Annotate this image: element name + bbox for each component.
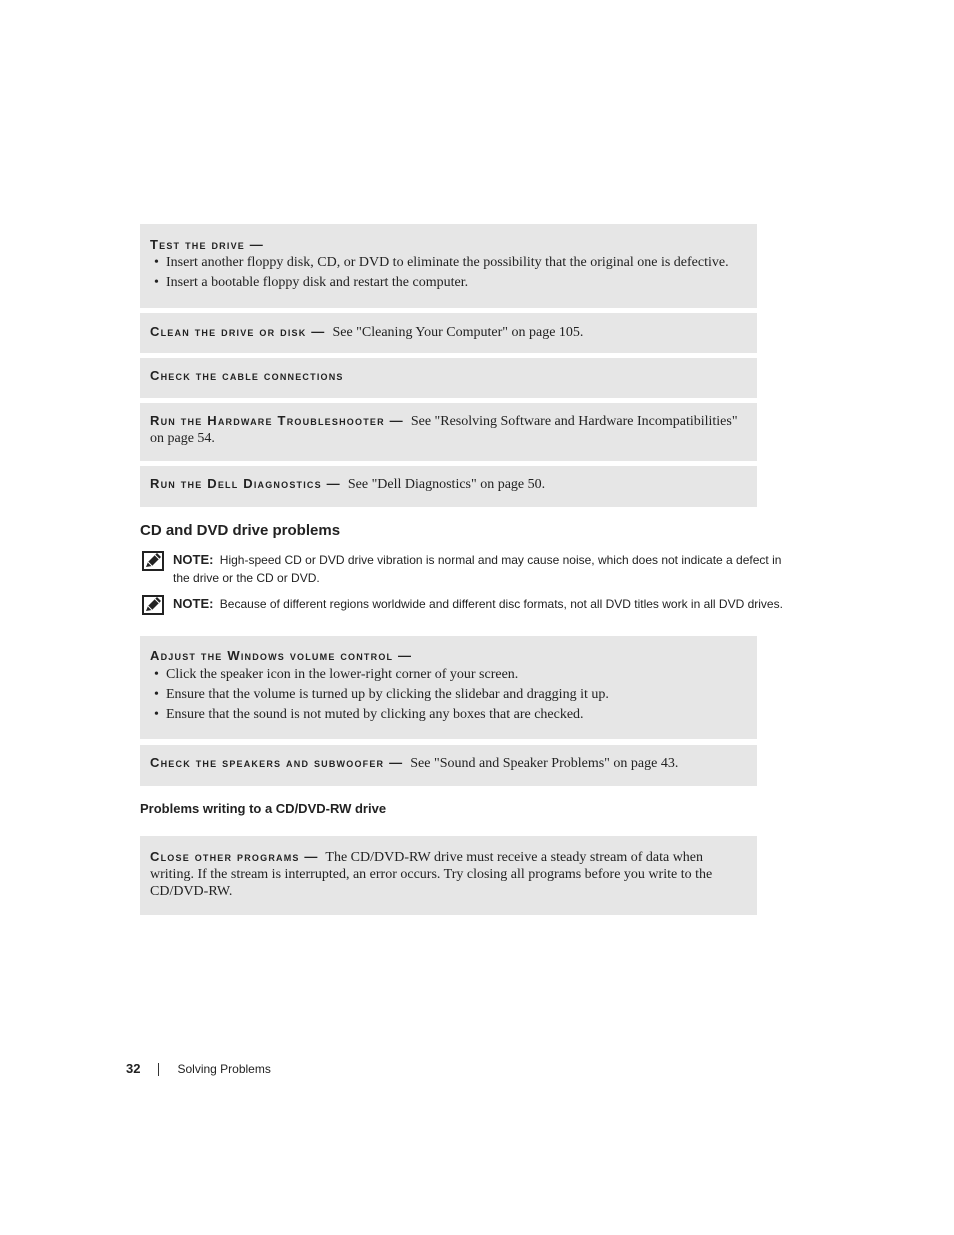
panel-heading: Run the Hardware Troubleshooter — <box>150 413 404 428</box>
note-text: High-speed CD or DVD drive vibration is normal and may cause noise, which does not indicate a defect in <box>219 553 782 567</box>
note-text: Because of different regions worldwide and different disc formats, not all DVD titles work in all DVD drives. <box>219 597 783 611</box>
footer-divider <box>158 1063 159 1076</box>
panel-heading: Check the speakers and subwoofer — <box>150 755 404 770</box>
panel-text: The CD/DVD-RW drive must receive a steady stream of data when <box>325 850 704 865</box>
note-label: NOTE: <box>173 596 214 611</box>
pencil-note-icon <box>142 595 164 615</box>
note-vibration <box>140 551 820 587</box>
panel-text: CD/DVD-RW. <box>150 884 233 899</box>
subsection-heading: Problems writing to a CD/DVD-RW drive <box>140 801 387 816</box>
list-item: • Insert another floppy disk, CD, or DVD to eliminate the possibility that the original one is defective. <box>150 253 747 273</box>
bullet-list <box>150 253 747 293</box>
panel-text: See "Dell Diagnostics" on page 50. <box>347 477 546 492</box>
list-item: • Insert a bootable floppy disk and restart the computer. <box>150 273 747 293</box>
panel-dell-diagnostics <box>140 466 757 507</box>
panel-text: on page 54. <box>150 431 215 446</box>
page-footer <box>126 1061 271 1076</box>
page-number: 32 <box>126 1061 141 1076</box>
panel-heading: Run the Dell Diagnostics — <box>150 476 341 491</box>
panel-text: writing. If the stream is interrupted, an error occurs. Try closing all programs before you write to the <box>150 867 713 882</box>
note-regions <box>140 595 820 613</box>
panel-heading: Clean the drive or disk — <box>150 324 326 339</box>
list-item: • Ensure that the volume is turned up by clicking the slidebar and dragging it up. <box>150 685 747 705</box>
section-heading: CD and DVD drive problems <box>140 522 341 539</box>
panel-clean-drive <box>140 313 757 353</box>
panel-heading: Adjust the Windows volume control — <box>150 648 413 663</box>
footer-section: Solving Problems <box>177 1062 271 1076</box>
panel-text: See "Resolving Software and Hardware Incompatibilities" <box>410 414 738 429</box>
panel-speakers <box>140 745 757 786</box>
panel-windows-volume <box>140 636 757 739</box>
panel-test-drive <box>140 224 757 308</box>
panel-text: See "Sound and Speaker Problems" on page 43. <box>410 756 679 771</box>
panel-heading: Close other programs — <box>150 849 319 864</box>
note-text: the drive or the CD or DVD. <box>173 571 320 585</box>
panel-text: See "Cleaning Your Computer" on page 105. <box>332 325 584 340</box>
panel-hardware-troubleshooter <box>140 403 757 461</box>
list-item: • Click the speaker icon in the lower-right corner of your screen. <box>150 665 747 685</box>
panel-heading: Check the cable connections <box>150 368 344 383</box>
panel-check-cable <box>140 358 757 398</box>
bullet-list <box>150 665 747 725</box>
note-label: NOTE: <box>173 552 214 567</box>
list-item: • Ensure that the sound is not muted by clicking any boxes that are checked. <box>150 705 747 725</box>
panel-heading: Test the drive — <box>150 237 265 252</box>
panel-close-programs <box>140 836 757 915</box>
pencil-note-icon <box>142 551 164 571</box>
